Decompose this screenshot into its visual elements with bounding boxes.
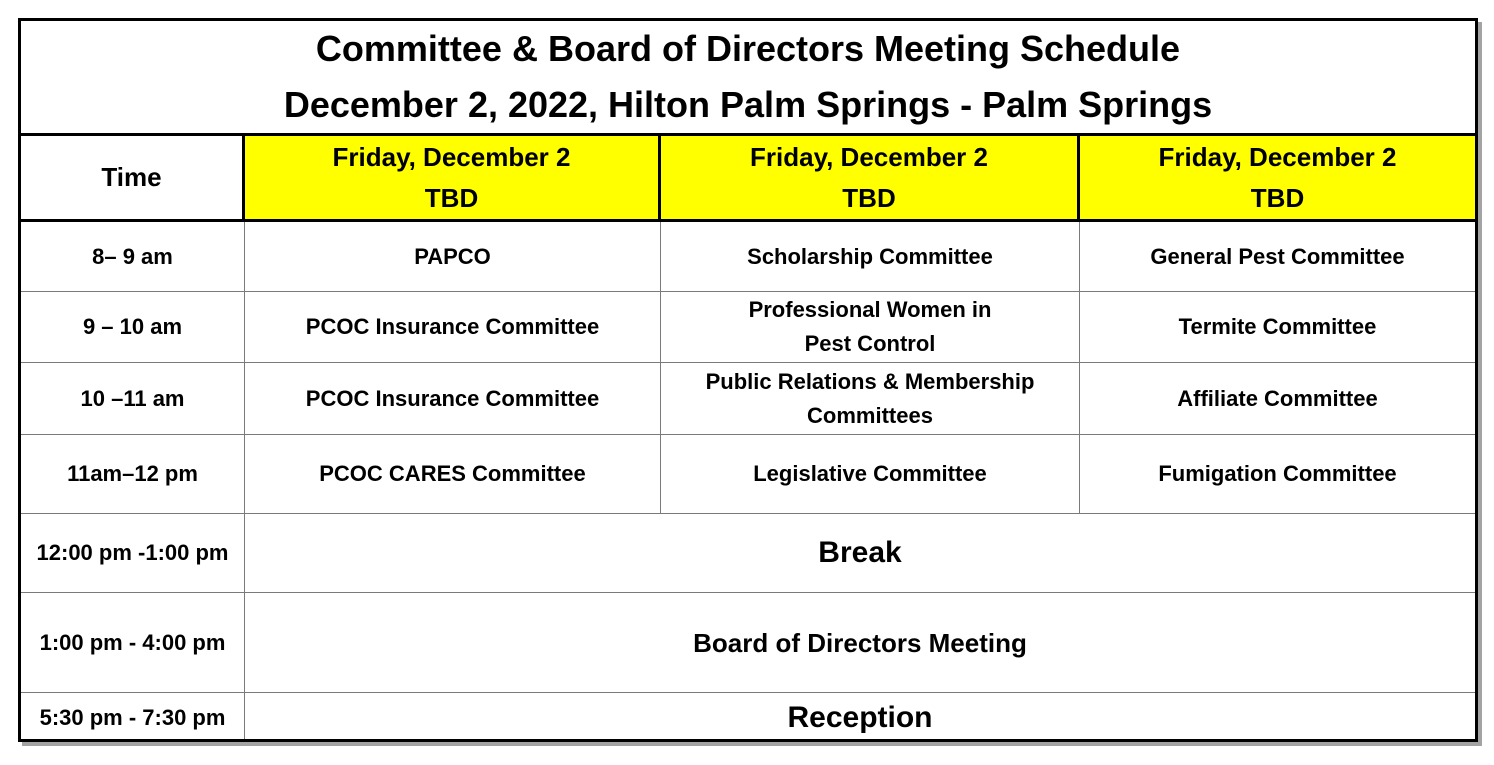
session-cell: PCOC CARES Committee <box>245 435 661 514</box>
column-header-location: TBD <box>1250 182 1305 213</box>
session-cell: Legislative Committee <box>661 435 1080 514</box>
session-cell: Termite Committee <box>1080 292 1475 363</box>
time-cell: 1:00 pm - 4:00 pm <box>21 593 245 693</box>
column-header-day: Friday, December 2 <box>750 141 988 172</box>
column-header-day: Friday, December 2 <box>1158 141 1397 172</box>
schedule-title <box>21 21 1475 136</box>
board-meeting-cell: Board of Directors Meeting <box>245 593 1475 693</box>
time-cell: 11am–12 pm <box>21 435 245 514</box>
column-header-location: TBD <box>842 182 896 213</box>
session-cell: Professional Women in Pest Control <box>661 292 1080 363</box>
reception-cell: Reception <box>787 700 933 734</box>
session-cell: Affiliate Committee <box>1080 363 1475 435</box>
column-header-2 <box>661 136 1080 222</box>
reception-row <box>21 693 1475 742</box>
title-line-2: December 2, 2022, Hilton Palm Springs - Palm Springs <box>283 84 1213 125</box>
session-cell: PAPCO <box>245 222 661 292</box>
header-row <box>21 136 1475 222</box>
schedule-table <box>21 21 1475 742</box>
time-cell: 10 –11 am <box>21 363 245 435</box>
column-header-day: Friday, December 2 <box>332 141 571 172</box>
time-cell: 8– 9 am <box>21 222 245 292</box>
session-cell: Fumigation Committee <box>1080 435 1475 514</box>
time-column-header: Time <box>21 136 245 222</box>
table-row <box>21 363 1475 435</box>
table-row <box>21 435 1475 514</box>
column-header-1 <box>245 136 661 222</box>
table-row <box>21 222 1475 292</box>
time-cell: 5:30 pm - 7:30 pm <box>21 693 245 742</box>
session-cell: Scholarship Committee <box>661 222 1080 292</box>
time-cell: 12:00 pm -1:00 pm <box>21 514 245 593</box>
title-line-1: Committee & Board of Directors Meeting Schedule <box>315 28 1181 69</box>
break-cell: Break <box>245 514 1475 593</box>
column-header-3 <box>1080 136 1475 222</box>
break-row <box>21 514 1475 593</box>
time-cell: 9 – 10 am <box>21 292 245 363</box>
session-cell: General Pest Committee <box>1080 222 1475 292</box>
schedule-sheet <box>18 18 1478 742</box>
column-header-location: TBD <box>424 182 479 213</box>
board-meeting-row <box>21 593 1475 693</box>
title-row <box>21 21 1475 136</box>
table-row <box>21 292 1475 363</box>
session-cell: PCOC Insurance Committee <box>245 363 661 435</box>
session-cell: PCOC Insurance Committee <box>245 292 661 363</box>
session-cell: Public Relations & Membership Committees <box>661 363 1080 435</box>
